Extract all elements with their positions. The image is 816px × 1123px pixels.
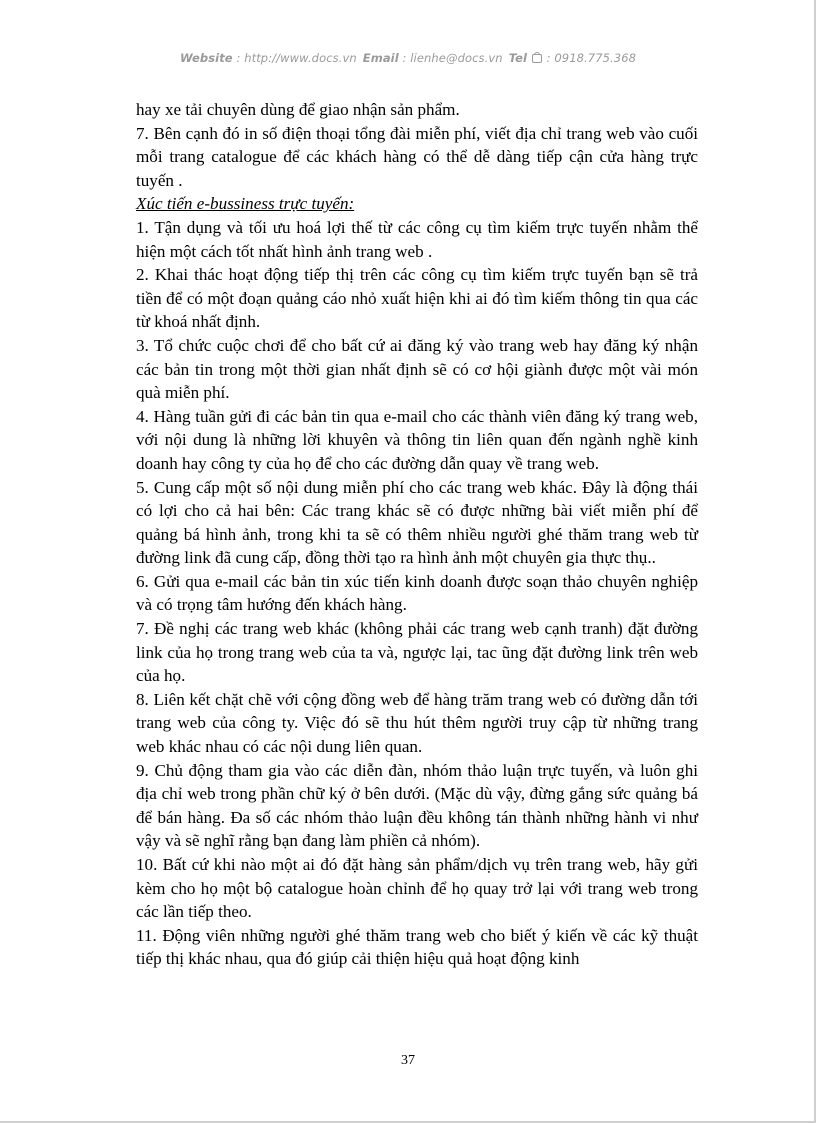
email-label: Email	[362, 51, 399, 65]
list-item: 5. Cung cấp một số nội dung miễn phí cho các trang web khác. Đây là động thái có lợi cho cả hai bên: Các trang khác sẽ có được những bài viết miễn phí để quảng bá hình ảnh, trong khi ta sẽ có thêm nhiều người ghé thăm trang web từ đường link đã cung cấp, đồng thời tạo ra hình ảnh một chuyên gia thực thụ..	[136, 477, 698, 568]
page-header	[0, 51, 816, 65]
telephone-icon	[532, 54, 542, 63]
document-body	[136, 98, 698, 971]
tel-number: 0918.775.368	[554, 51, 637, 65]
section-title-text: Xúc tiến e-bussiness trực tuyến:	[136, 194, 355, 214]
list-item: 8. Liên kết chặt chẽ với cộng đồng web để hàng trăm trang web có đường dẫn tới trang web của công ty. Việc đó sẽ thu hút thêm người truy cập từ những trang web khác nhau có các nội dung liên quan.	[136, 689, 698, 757]
list-item: 7. Đề nghị các trang web khác (không phải các trang web cạnh tranh) đặt đường link của họ trong trang web của ta và, ngược lại, tac ũng đặt đường link trên web của họ.	[136, 619, 698, 686]
page-number: 37	[401, 1053, 415, 1068]
list-item: 2. Khai thác hoạt động tiếp thị trên các công cụ tìm kiếm trực tuyến bạn sẽ trả tiền để có một đoạn quảng cáo nhỏ xuất hiện khi ai đó tìm kiếm thông tin qua các từ khoá nhất định.	[136, 265, 698, 332]
paragraph: 7. Bên cạnh đó in số điện thoại tổng đài miễn phí, viết địa chỉ trang web vào cuối mỗi trang catalogue để các khách hàng có thể dễ dàng tiếp cận cửa hàng trực tuyến .	[136, 123, 698, 190]
email-address: lienhe@docs.vn	[410, 51, 503, 65]
website-label: Website	[179, 51, 233, 65]
tel-separator: :	[542, 51, 555, 65]
email-separator: :	[398, 51, 411, 65]
list-item: 9. Chủ động tham gia vào các diễn đàn, nhóm thảo luận trực tuyến, và luôn ghi địa chỉ web trong phần chữ ký ở bên dưới. (Mặc dù vậy, đừng gắng sức quảng bá để bán hàng. Đa số các nhóm thảo luận đều không tán thành những hành vi như vậy và sẽ nghĩ rằng bạn đang làm phiền cả nhóm).	[136, 760, 698, 851]
list-item: 11. Động viên những người ghé thăm trang web cho biết ý kiến về các kỹ thuật tiếp thị khác nhau, qua đó giúp cải thiện hiệu quả hoạt động kinh	[136, 925, 698, 969]
list-item: 3. Tổ chức cuộc chơi để cho bất cứ ai đăng ký vào trang web hay đăng ký nhận các bản tin trong một thời gian nhất định sẽ có cơ hội giành được một vài món quà miễn phí.	[136, 335, 698, 403]
list-item: 6. Gửi qua e-mail các bản tin xúc tiến kinh doanh được soạn thảo chuyên nghiệp và có trọng tâm hướng đến khách hàng.	[136, 571, 698, 615]
list-item: 4. Hàng tuần gửi đi các bản tin qua e-mail cho các thành viên đăng ký trang web, với nội dung là những lời khuyên và thông tin liên quan đến ngành nghề kinh doanh hay công ty của họ để cho các đường dẫn quay về trang web.	[136, 406, 698, 473]
section-title	[136, 192, 698, 216]
tel-label: Tel	[508, 51, 528, 65]
paragraph: hay xe tải chuyên dùng để giao nhận sản phẩm.	[136, 100, 460, 119]
website-separator: :	[232, 51, 245, 65]
list-item: 10. Bất cứ khi nào một ai đó đặt hàng sản phẩm/dịch vụ trên trang web, hãy gửi kèm cho họ một bộ catalogue hoàn chỉnh để họ quay trở lại với trang web trong các lần tiếp theo.	[136, 855, 698, 922]
list-item: 1. Tận dụng và tối ưu hoá lợi thế từ các công cụ tìm kiếm trực tuyến nhằm thể hiện một cách tốt nhất hình ảnh trang web .	[136, 217, 698, 261]
website-url: http://www.docs.vn	[244, 51, 357, 65]
